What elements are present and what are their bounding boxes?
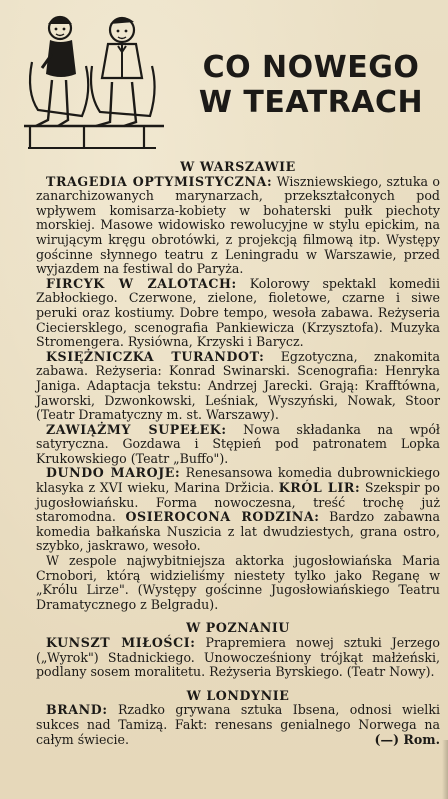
section-masthead bbox=[186, 50, 436, 120]
play-description: Rzadko grywana sztuka Ibsena, odnosi wielki sukces nad Tamizą. Fakt: renesans genialnego Norwega na całym świecie. bbox=[36, 702, 440, 747]
play-description: Prapremiera nowej sztuki Jerzego („Wyrok") Stadnickiego. Unowocześniony trójkąt małżeński, podlany sosem moralitetu. Reżyseria Byrskiego. (Teatr Nowy). bbox=[36, 635, 441, 680]
city-heading-london: W LONDYNIE bbox=[186, 687, 290, 703]
play-title: KRÓL LIR: bbox=[278, 480, 361, 496]
play-description: Renesansowa komedia dubrownickiego klasyka z XVI wieku, Marina Držicia. bbox=[36, 465, 440, 496]
play-description: Szekspir po jugosłowiańsku. Forma nowoczesna, treść trochę już staromodna. bbox=[36, 480, 440, 525]
play-title: ZAWIĄŻMY SUPEŁEK: bbox=[46, 421, 227, 437]
theatre-listings bbox=[36, 160, 440, 747]
listing-entry bbox=[36, 703, 440, 747]
listing-entry bbox=[36, 350, 440, 423]
theatre-audience-illustration bbox=[18, 6, 178, 156]
play-title: OSIEROCONA RODZINA: bbox=[125, 509, 320, 525]
listing-entry bbox=[36, 466, 440, 554]
play-description: Egzotyczna, znakomita zabawa. Reżyseria: Konrad Swinarski. Scenografia: Henryka Janiga. Adaptacja tekstu: Andrzej Jarecki. Grają: Krafftówna, Jaworski, Dzwonkowski, Leśniak, Wyszyński, Nowak, Stoor (Teatr Dramatyczny m. st. Warszawy). bbox=[36, 348, 440, 423]
play-title: DUNDO MAROJE: bbox=[46, 465, 181, 481]
ensemble-note: W zespole najwybitniejsza aktorka jugosłowiańska Maria Crnobori, którą widzieliśmy niestety tylko jako Reganę w „Królu Lirze". (Występy gościnne Jugosłowiańskiego Teatru Dramatycznego z Belgradu). bbox=[36, 553, 440, 612]
play-description: Kolorowy spektakl komedii Zabłockiego. Czerwone, zielone, fioletowe, czarne i siwe peruki oraz kostiumy. Dobre tempo, wesoła zabawa. Reżyseria Cieciersklego, scenografia Pankiewicza (Krzysztofa). Muzyka Stromengera. Rysiówna, Krzyski i Barycz. bbox=[36, 275, 440, 350]
listing-entry bbox=[36, 175, 440, 277]
scan-edge-shadow bbox=[442, 740, 448, 799]
play-description: Wiszniewskiego, sztuka o zanarchizowanych marynarzach, przekształconych pod wpływem komisarza-kobiety w bohaterski pułk piechoty morskiej. Masowe widowisko rewolucyjne w stylu epickim, na wirującym kręgu obrotówki, z projekcją filmową itp. Występy gościnne słynnego teatru z Leningradu w Warszawie, przed wyjazdem na festiwal do Paryża. bbox=[36, 173, 440, 277]
play-title: FIRCYK W ZALOTACH: bbox=[46, 275, 237, 291]
play-title: KUNSZT MIŁOŚCI: bbox=[46, 635, 196, 650]
play-title: KSIĘŻNICZKA TURANDOT: bbox=[46, 348, 265, 364]
masthead-line-2: W TEATRACH bbox=[198, 85, 424, 120]
author-signature: (—) Rom. bbox=[374, 731, 440, 747]
play-description: Nowa składanka na wpół satyryczna. Gozdawa i Stępień pod patronatem Lopka Krukowskiego (Teatr „Buffo"). bbox=[36, 421, 440, 466]
city-heading-poznan: W POZNANIU bbox=[186, 620, 290, 636]
listing-entry bbox=[36, 277, 440, 350]
city-heading-warsaw: W WARSZAWIE bbox=[180, 159, 296, 174]
listing-entry bbox=[36, 423, 440, 467]
listing-entry bbox=[36, 554, 440, 612]
play-title: TRAGEDIA OPTYMISTYCZNA: bbox=[46, 173, 273, 189]
play-description: Bardzo zabawna komedia bałkańska Nuszicia z lat dwudziestych, grana ostro, szybko, jaskrawo, wesoło. bbox=[36, 509, 440, 554]
masthead-line-1: CO NOWEGO bbox=[202, 50, 420, 85]
play-title: BRAND: bbox=[46, 702, 108, 718]
listing-entry bbox=[36, 636, 440, 680]
